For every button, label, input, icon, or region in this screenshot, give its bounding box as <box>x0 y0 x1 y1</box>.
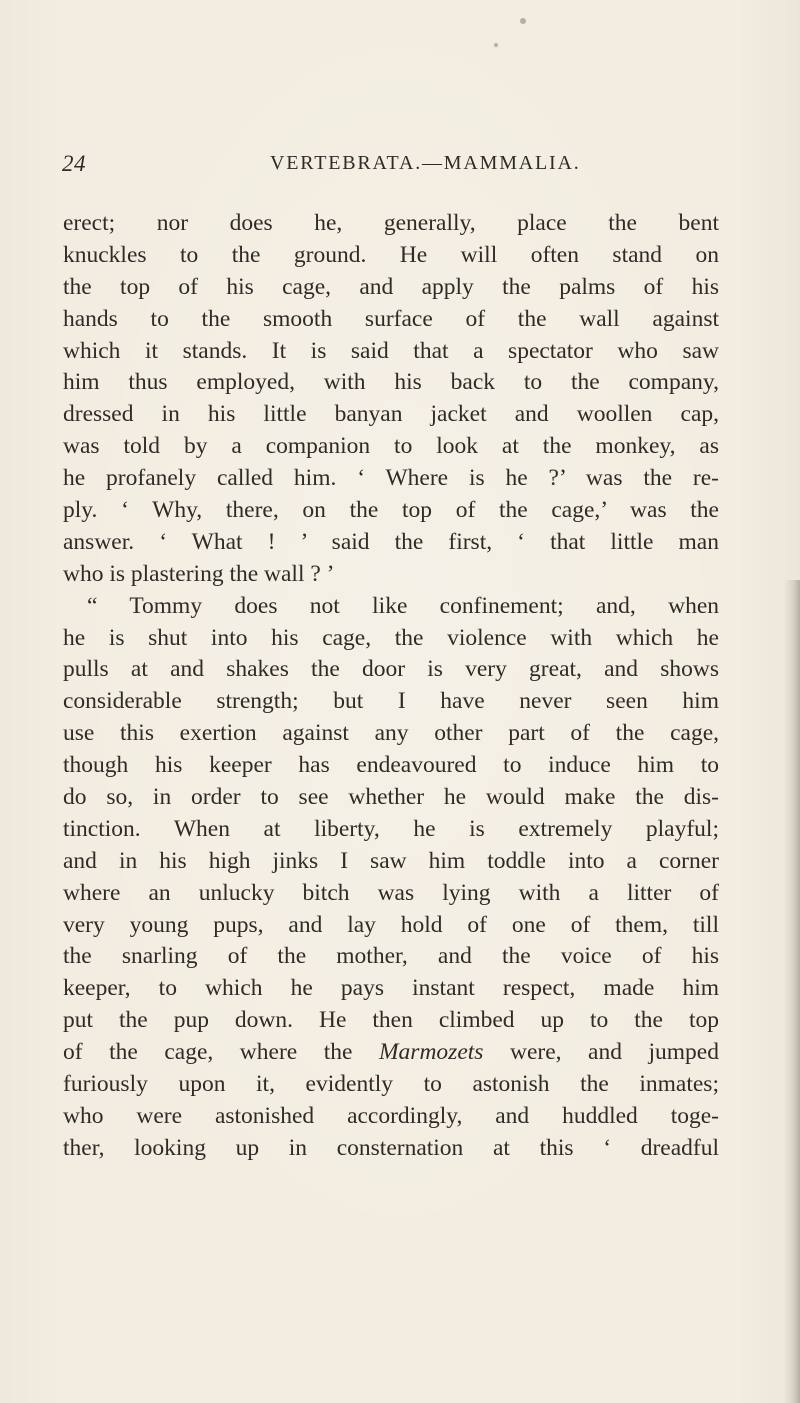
text-line: pulls at and shakes the door is very great, and shows <box>63 656 719 683</box>
text-line: and in his high jinks I saw him toddle into a corner <box>63 847 719 874</box>
text-line: keeper, to which he pays instant respect, made him <box>63 975 719 1002</box>
text-fragment: were, and jumped <box>483 1039 719 1066</box>
text-fragment: of the cage, where the <box>63 1039 379 1066</box>
body-text <box>63 208 719 1165</box>
text-line: furiously upon it, evidently to astonish the inmates; <box>63 1071 719 1098</box>
text-line: use this exertion against any other part of the cage, <box>63 720 719 747</box>
running-head: VERTEBRATA.—MAMMALIA. <box>270 152 581 174</box>
text-line: very young pups, and lay hold of one of them, till <box>63 911 719 938</box>
paper-speck <box>494 43 498 47</box>
text-line: dressed in his little banyan jacket and woollen cap, <box>63 401 719 428</box>
text-line: ther, looking up in consternation at this ‘ dreadful <box>63 1134 719 1161</box>
text-line: where an unlucky bitch was lying with a litter of <box>63 879 719 906</box>
text-line: considerable strength; but I have never seen him <box>63 688 719 715</box>
text-line: knuckles to the ground. He will often stand on <box>63 241 719 268</box>
text-line: answer. ‘ What ! ’ said the first, ‘ that little man <box>63 528 719 555</box>
text-line-with-italic <box>63 1037 719 1069</box>
paper-speck <box>520 18 526 24</box>
italic-term: Marmozets <box>378 1039 484 1066</box>
text-line: he profanely called him. ‘ Where is he ?’ was the re- <box>63 465 719 492</box>
page-number: 24 <box>62 151 86 176</box>
text-line: him thus employed, with his back to the company, <box>63 369 719 396</box>
text-line: who were astonished accordingly, and huddled toge- <box>63 1102 719 1129</box>
paragraph-start-line: “ Tommy does not like confinement; and, when <box>87 592 719 619</box>
text-line: though his keeper has endeavoured to induce him to <box>63 752 719 779</box>
page-header <box>62 149 738 185</box>
text-line: do so, in order to see whether he would make the dis- <box>63 784 719 811</box>
paragraph-end-line: who is plastering the wall ? ’ <box>63 560 335 587</box>
text-line: ply. ‘ Why, there, on the top of the cage,’ was the <box>63 497 719 524</box>
text-line: hands to the smooth surface of the wall against <box>63 305 719 332</box>
text-line: he is shut into his cage, the violence with which he <box>63 624 719 651</box>
text-line: which it stands. It is said that a spectator who saw <box>63 337 719 364</box>
text-line: the top of his cage, and apply the palms of his <box>63 273 719 300</box>
page-edge-shadow <box>784 580 800 1403</box>
text-line: was told by a companion to look at the monkey, as <box>63 433 719 460</box>
text-line: erect; nor does he, generally, place the bent <box>63 210 719 236</box>
text-line: tinction. When at liberty, he is extremely playful; <box>63 815 719 842</box>
text-line: put the pup down. He then climbed up to the top <box>63 1007 719 1034</box>
text-line: the snarling of the mother, and the voice of his <box>63 943 719 970</box>
